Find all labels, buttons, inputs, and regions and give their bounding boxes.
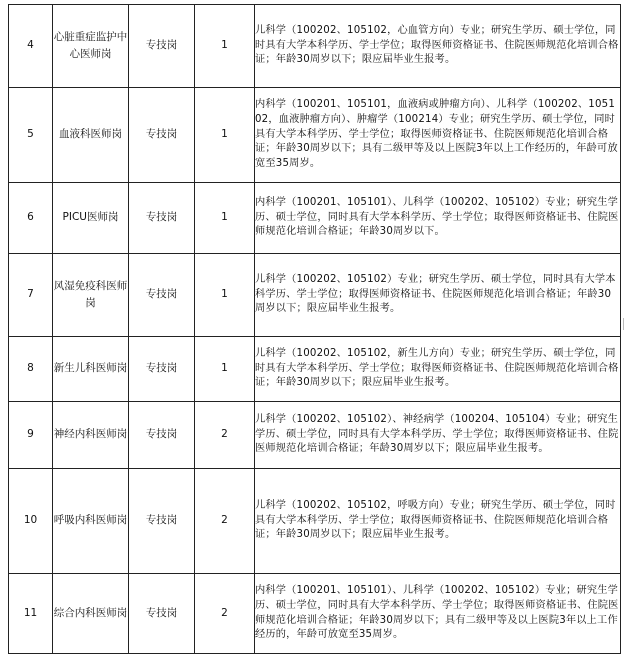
row-number: 6 [9, 183, 53, 254]
post-name: 呼吸内科医师岗 [53, 469, 129, 574]
requirements: 儿科学（100202、105102，呼吸方向）专业；研究生学历、硕士学位，同时具有大学本科学历、学士学位；取得医师资格证书、住院医师规范化培训合格证；年龄30周岁以下；限应届毕业生报考。 [255, 469, 621, 574]
post-category: 专技岗 [129, 469, 195, 574]
post-name: 血液科医师岗 [53, 88, 129, 183]
requirements: 内科学（100201、105101，血液病或肿瘤方向）、儿科学（100202、105102，血液肿瘤方向）、肿瘤学（100214）专业；研究生学历、硕士学位，同时具有大学本科学历、学士学位；取得医师资格证书、住院医师规范化培训合格证；年龄30周岁以下；具有二级甲等及以上医院3年以上工作经历的，年龄可放宽至35周岁。 [255, 88, 621, 183]
edge-mark [623, 318, 624, 330]
post-name: 新生儿科医师岗 [53, 337, 129, 402]
hiring-count: 1 [195, 254, 255, 337]
hiring-count: 2 [195, 402, 255, 469]
post-name: PICU医师岗 [53, 183, 129, 254]
post-name: 心脏重症监护中心医师岗 [53, 5, 129, 88]
row-number: 11 [9, 574, 53, 654]
table-row [9, 183, 621, 254]
recruitment-table [8, 4, 621, 654]
requirements: 内科学（100201、105101）、儿科学（100202、105102）专业；研究生学历、硕士学位，同时具有大学本科学历、学士学位；取得医师资格证书、住院医师规范化培训合格证；年龄30周岁以下。 [255, 183, 621, 254]
requirements: 儿科学（100202、105102）、神经病学（100204、105104）专业；研究生学历、硕士学位，同时具有大学本科学历、学士学位；取得医师资格证书、住院医师规范化培训合格证；年龄30周岁以下；限应届毕业生报考。 [255, 402, 621, 469]
table-row [9, 88, 621, 183]
post-category: 专技岗 [129, 574, 195, 654]
row-number: 4 [9, 5, 53, 88]
requirements: 儿科学（100202、105102，新生儿方向）专业；研究生学历、硕士学位，同时具有大学本科学历、学士学位；取得医师资格证书、住院医师规范化培训合格证；年龄30周岁以下；限应届毕业生报考。 [255, 337, 621, 402]
post-category: 专技岗 [129, 183, 195, 254]
hiring-count: 1 [195, 337, 255, 402]
table-row [9, 337, 621, 402]
hiring-count: 2 [195, 469, 255, 574]
table-row [9, 574, 621, 654]
table-row [9, 402, 621, 469]
hiring-count: 2 [195, 574, 255, 654]
hiring-count: 1 [195, 5, 255, 88]
table-row [9, 254, 621, 337]
post-category: 专技岗 [129, 5, 195, 88]
row-number: 7 [9, 254, 53, 337]
row-number: 8 [9, 337, 53, 402]
post-name: 综合内科医师岗 [53, 574, 129, 654]
hiring-count: 1 [195, 183, 255, 254]
post-category: 专技岗 [129, 88, 195, 183]
requirements: 儿科学（100202、105102）专业；研究生学历、硕士学位，同时具有大学本科学历、学士学位；取得医师资格证书、住院医师规范化培训合格证；年龄30周岁以下；限应届毕业生报考。 [255, 254, 621, 337]
post-name: 神经内科医师岗 [53, 402, 129, 469]
requirements: 内科学（100201、105101）、儿科学（100202、105102）专业；研究生学历、硕士学位，同时具有大学本科学历、学士学位；取得医师资格证书、住院医师规范化培训合格证；年龄30周岁以下；具有二级甲等及以上医院3年以上工作经历的，年龄可放宽至35周岁。 [255, 574, 621, 654]
row-number: 10 [9, 469, 53, 574]
post-category: 专技岗 [129, 402, 195, 469]
table-row [9, 469, 621, 574]
row-number: 9 [9, 402, 53, 469]
table-row [9, 5, 621, 88]
post-name: 风湿免疫科医师岗 [53, 254, 129, 337]
post-category: 专技岗 [129, 337, 195, 402]
row-number: 5 [9, 88, 53, 183]
post-category: 专技岗 [129, 254, 195, 337]
hiring-count: 1 [195, 88, 255, 183]
requirements: 儿科学（100202、105102，心血管方向）专业；研究生学历、硕士学位，同时具有大学本科学历、学士学位；取得医师资格证书、住院医师规范化培训合格证；年龄30周岁以下；限应届毕业生报考。 [255, 5, 621, 88]
